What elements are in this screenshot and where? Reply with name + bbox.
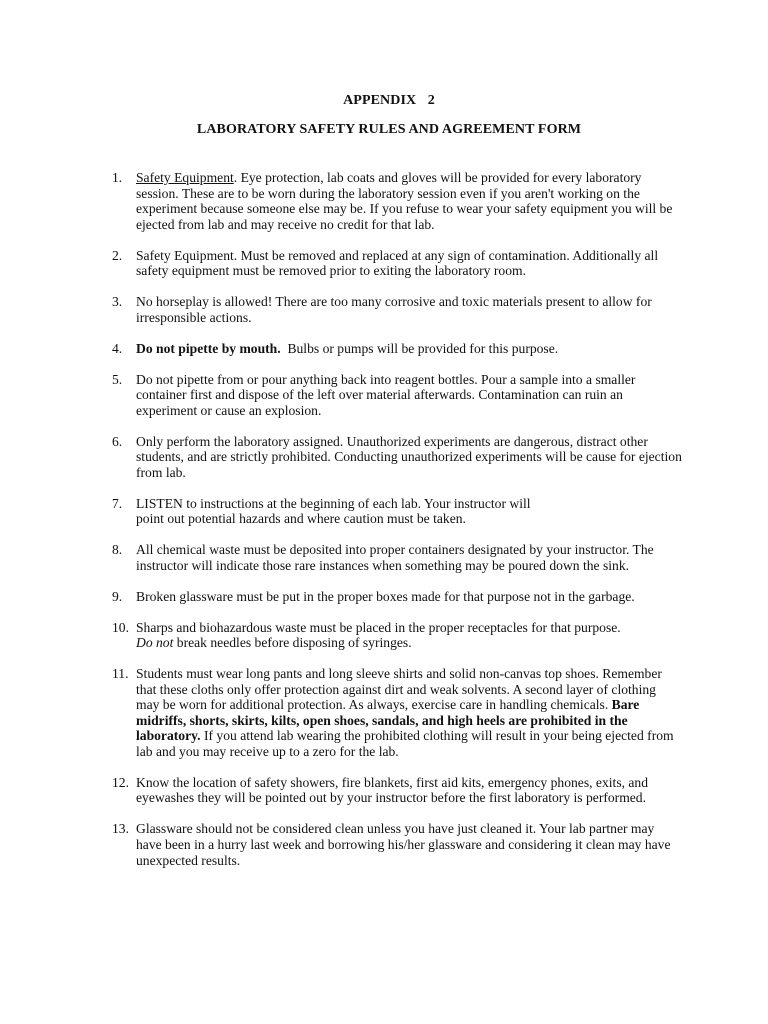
rule-7 <box>112 496 682 527</box>
rule-text-cont: If you attend lab wearing the prohibited clothing will result in your being ejected from lab and you may receive up to a zero for the lab. <box>136 728 674 759</box>
rule-emphasis: Do not <box>136 635 174 651</box>
rule-9 <box>112 589 682 605</box>
rule-text: Sharps and biohazardous waste must be placed in the proper receptacles for that purpose. <box>136 619 621 635</box>
rule-12 <box>112 775 682 806</box>
rule-text: Only perform the laboratory assigned. Unauthorized experiments are dangerous, distract other students, and are strictly prohibited. Conducting unauthorized experiments will be cause for ejection from lab. <box>136 433 682 480</box>
rule-text: Broken glassware must be put in the proper boxes made for that purpose not in the garbage. <box>136 588 635 604</box>
rule-number: 13. <box>112 821 129 837</box>
rule-10 <box>112 620 682 651</box>
document-title: LABORATORY SAFETY RULES AND AGREEMENT FORM <box>196 122 582 137</box>
appendix-heading: APPENDIX 2 <box>343 93 435 108</box>
rule-13 <box>112 821 682 868</box>
rule-8 <box>112 542 682 573</box>
rule-number: 2. <box>112 247 123 263</box>
rule-5 <box>112 372 682 419</box>
rule-text: Know the location of safety showers, fire blankets, first aid kits, emergency phones, exits, and eyewashes they will be pointed out by your instructor before the first laboratory is performed. <box>136 774 649 806</box>
rule-text-line-1: LISTEN to instructions at the beginning of each lab. Your instructor will <box>136 495 531 511</box>
rule-number: 5. <box>112 371 123 387</box>
safety-rules-list <box>112 170 682 883</box>
rule-number: 1. <box>112 170 123 185</box>
rule-number: 7. <box>112 495 123 511</box>
rule-emphasis: Bare midriffs, shorts, skirts, kilts, open shoes, sandals, and high heels are prohibited in the laboratory. <box>136 697 640 744</box>
rule-1 <box>112 170 682 232</box>
rule-6 <box>112 434 682 481</box>
rule-text: Bulbs or pumps will be provided for this purpose. <box>280 340 559 356</box>
rule-11 <box>112 666 682 760</box>
rule-text: Safety Equipment. Must be removed and replaced at any sign of contamination. Additionally all safety equipment must be removed prior to exiting the laboratory room. <box>136 247 659 279</box>
rule-number: 9. <box>112 588 123 604</box>
rule-text: Students must wear long pants and long sleeve shirts and solid non-canvas top shoes. Remember that these cloths only offer protection against dirt and weak solvents. A second layer of clothing may be worn for additional protection. As always, exercise care in handling chemicals. <box>136 666 662 713</box>
rule-text: Glassware should not be considered clean unless you have just cleaned it. Your lab partner may have been in a hurry last week and borrowing his/her glassware and considering it clean may have unexpected results. <box>136 821 671 868</box>
rule-2 <box>112 248 682 279</box>
rule-4 <box>112 341 682 357</box>
rule-number: 6. <box>112 433 123 449</box>
rule-text: No horseplay is allowed! There are too many corrosive and toxic materials present to allow for irresponsible actions. <box>136 294 652 325</box>
rule-emphasis: Do not pipette by mouth. <box>136 340 281 356</box>
rule-number: 12. <box>112 774 129 790</box>
rule-text-line-2: point out potential hazards and where caution must be taken. <box>136 511 466 527</box>
rule-3 <box>112 294 682 325</box>
rule-text: . Eye protection, lab coats and gloves will be provided for every laboratory session. These are to be worn during the laboratory session even if you aren't working on the experiment because someone else may be. If you refuse to wear your safety equipment you will be ejected from lab and may receive no credit for that lab. <box>136 170 673 232</box>
rule-number: 8. <box>112 542 123 558</box>
rule-text-cont: break needles before disposing of syringes. <box>173 635 412 651</box>
rule-number: 11. <box>112 666 129 682</box>
rule-number: 10. <box>112 619 129 635</box>
rule-text: Do not pipette from or pour anything back into reagent bottles. Pour a sample into a smaller container first and dispose of the left over material afterwards. Contamination can ruin an experiment or cause an explosion. <box>136 371 636 418</box>
rule-number: 3. <box>112 294 123 310</box>
rule-number: 4. <box>112 340 123 356</box>
rule-term: Safety Equipment <box>136 170 234 185</box>
rule-text: All chemical waste must be deposited into proper containers designated by your instructor. The instructor will indicate those rare instances when something may be poured down the sink. <box>136 542 654 573</box>
